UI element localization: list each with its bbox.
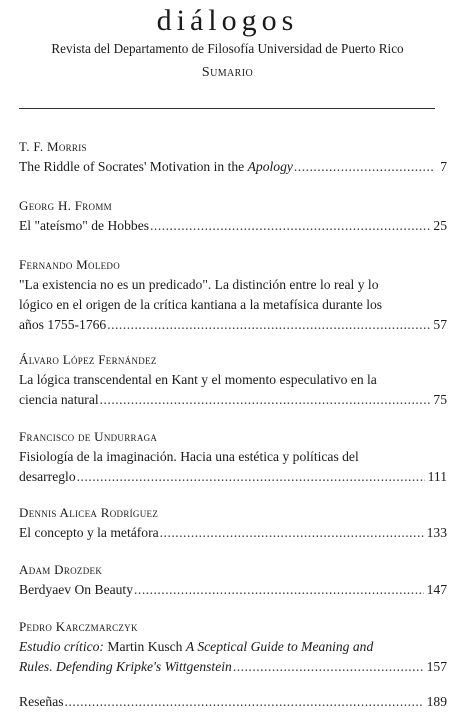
- entry-title-text: Rules. Defending Kripke's Wittgenstein: [19, 659, 232, 674]
- toc-entry: [19, 427, 447, 487]
- entry-title-text: Reseñas: [19, 694, 64, 709]
- dot-leader: [77, 467, 425, 487]
- entry-title-line[interactable]: [19, 580, 447, 600]
- page-number: 25: [433, 218, 447, 233]
- page-number: 75: [433, 392, 447, 407]
- page-number: 157: [426, 659, 447, 674]
- entry-author: Adam Drozdek: [19, 562, 103, 577]
- entry-title-line[interactable]: [19, 467, 447, 487]
- divider-rule: [19, 108, 435, 109]
- page-number: 147: [426, 582, 447, 597]
- entry-title-text: La lógica transcendental en Kant y el momento especulativo en la: [19, 372, 377, 387]
- dot-leader: [107, 315, 430, 335]
- journal-title: diálogos: [156, 4, 299, 37]
- entry-author: Álvaro López Fernández: [19, 352, 157, 367]
- journal-subtitle: Revista del Departamento de Filosofía Universidad de Puerto Rico: [51, 41, 404, 56]
- entry-title-line[interactable]: [19, 523, 447, 543]
- toc-entry: [19, 350, 447, 410]
- toc-entry: [19, 255, 447, 335]
- entry-title-line[interactable]: [19, 157, 447, 177]
- entry-title-text: desarreglo: [19, 469, 76, 484]
- toc-entry: [19, 196, 447, 236]
- page-number: 57: [433, 317, 447, 332]
- entry-title-text: años 1755-1766: [19, 317, 107, 332]
- toc-entry: [19, 560, 447, 600]
- entry-title-line[interactable]: [19, 315, 447, 335]
- entry-author: Georg H. Fromm: [19, 198, 112, 213]
- summary-heading: Sumario: [201, 65, 254, 80]
- entry-title-text: El "ateísmo" de Hobbes: [19, 218, 150, 233]
- entry-title-text: El concepto y la metáfora: [19, 525, 159, 540]
- entry-author: T. F. Morris: [19, 139, 87, 154]
- dot-leader: [100, 390, 431, 410]
- entry-author: Francisco de Undurraga: [19, 429, 158, 444]
- toc-entry: [19, 137, 447, 177]
- entry-title-line[interactable]: [19, 692, 447, 712]
- entry-title-line[interactable]: [19, 657, 447, 677]
- dot-leader: [233, 657, 424, 677]
- page-number: 189: [426, 694, 447, 709]
- page-number: 133: [426, 525, 447, 540]
- dot-leader: [134, 580, 424, 600]
- toc-entry: [19, 503, 447, 543]
- entry-title-text: Estudio crítico: Martin Kusch A Sceptical Guide to Meaning and: [19, 639, 374, 654]
- entry-title-text: The Riddle of Socrates' Motivation in the Apology: [19, 159, 293, 174]
- entry-author: Fernando Moledo: [19, 257, 121, 272]
- entry-title-text: "La existencia no es un predicado". La distinción entre lo real y lo: [19, 277, 379, 292]
- toc-entry: [19, 617, 447, 677]
- entry-title-text: Fisiología de la imaginación. Hacia una estética y políticas del: [19, 449, 359, 464]
- dot-leader: [294, 157, 434, 177]
- dot-leader: [65, 692, 424, 712]
- page-number: 111: [427, 469, 447, 484]
- entry-title-line[interactable]: [19, 216, 447, 236]
- entry-author: Pedro Karczmarczyk: [19, 619, 138, 634]
- toc-entry: [19, 692, 447, 712]
- page-number: 7: [440, 159, 447, 174]
- entry-author: Dennis Alicea Rodríguez: [19, 505, 159, 520]
- dot-leader: [160, 523, 424, 543]
- entry-title-line[interactable]: [19, 390, 447, 410]
- entry-title-text: ciencia natural: [19, 392, 99, 407]
- entry-title-text: Berdyaev On Beauty: [19, 582, 134, 597]
- entry-title-text: lógico en el origen de la crítica kantiana a la metafísica durante los: [19, 297, 383, 312]
- dot-leader: [150, 216, 430, 236]
